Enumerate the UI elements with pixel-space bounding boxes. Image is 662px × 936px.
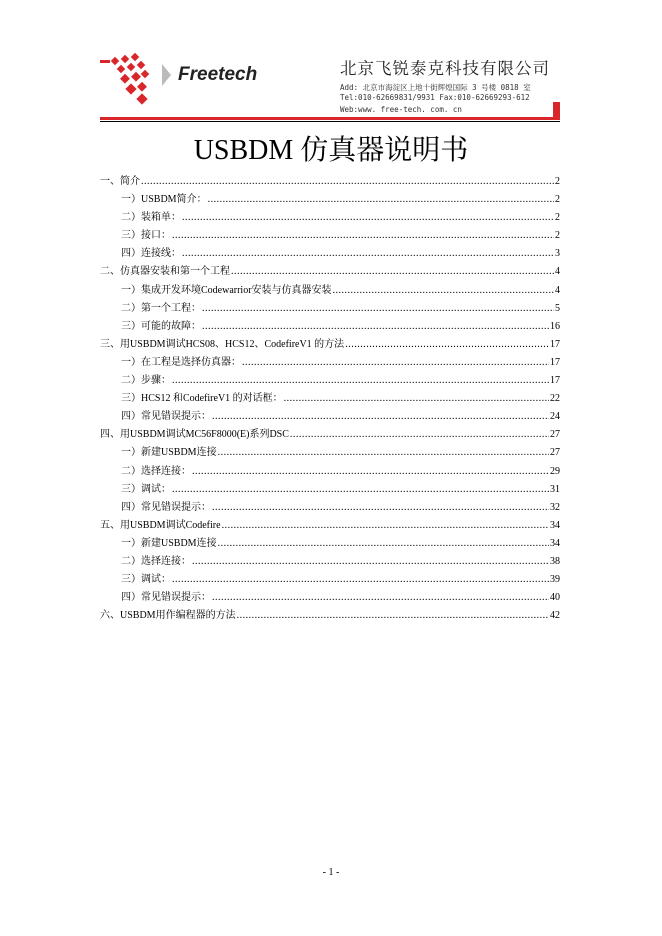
- toc-entry[interactable]: [100, 407, 560, 425]
- toc-entry-page: 2: [555, 230, 560, 242]
- toc-entry-text: 二）选择连接：: [121, 465, 191, 477]
- toc-entry[interactable]: [100, 208, 560, 226]
- toc-entry-text: 三）调试：: [121, 574, 171, 586]
- toc-entry[interactable]: [100, 262, 560, 280]
- toc-leader-dots: [202, 303, 554, 314]
- toc-entry[interactable]: [100, 570, 560, 588]
- toc-entry-page: 29: [550, 465, 560, 477]
- page-number: - 1 -: [322, 867, 340, 878]
- toc-leader-dots: [218, 447, 549, 458]
- toc-entry-page: 42: [550, 610, 560, 622]
- brand-name: Freetech: [178, 64, 258, 85]
- toc-entry-text: 二）装箱单：: [121, 212, 181, 224]
- toc-leader-dots: [192, 556, 549, 567]
- toc-entry-text: 三）可能的故障：: [121, 320, 201, 332]
- toc-entry-text: 二）步骤：: [121, 375, 171, 387]
- toc-leader-dots: [284, 393, 549, 404]
- toc-leader-dots: [212, 502, 549, 513]
- toc-entry[interactable]: [100, 534, 560, 552]
- toc-entry-text: 三）调试：: [121, 483, 171, 495]
- toc-entry[interactable]: [100, 588, 560, 606]
- table-of-contents: [100, 172, 560, 624]
- toc-entry-text: 四）常见错误提示：: [121, 592, 211, 604]
- toc-entry-page: 40: [550, 592, 560, 604]
- toc-entry-page: 22: [550, 393, 560, 405]
- document-title: USBDM 仿真器说明书: [193, 135, 469, 166]
- toc-entry[interactable]: [100, 552, 560, 570]
- toc-entry[interactable]: [100, 317, 560, 335]
- toc-entry[interactable]: [100, 443, 560, 461]
- toc-entry-page: 17: [550, 356, 560, 368]
- toc-entry[interactable]: [100, 244, 560, 262]
- toc-entry-text: 三）HCS12 和CodefireV1 的对话框：: [121, 393, 283, 405]
- toc-entry-text: 一）集成开发环境Codewarrior安装与仿真器安装: [121, 284, 332, 296]
- toc-entry-text: 二）第一个工程：: [121, 302, 201, 314]
- toc-leader-dots: [182, 212, 554, 223]
- toc-leader-dots: [333, 285, 554, 296]
- toc-entry-page: 27: [550, 447, 560, 459]
- toc-entry[interactable]: [100, 226, 560, 244]
- toc-entry-text: 四、用USBDM调试MC56F8000(E)系列DSC: [100, 429, 289, 441]
- toc-leader-dots: [345, 339, 549, 350]
- toc-leader-dots: [172, 484, 549, 495]
- toc-entry[interactable]: [100, 190, 560, 208]
- header-black-rule: [100, 121, 560, 122]
- header-accent-block: [553, 102, 560, 118]
- toc-entry-page: 4: [555, 266, 560, 278]
- toc-leader-dots: [237, 610, 549, 621]
- toc-entry-text: 四）常见错误提示：: [121, 501, 211, 513]
- toc-leader-dots: [182, 248, 554, 259]
- toc-entry[interactable]: [100, 353, 560, 371]
- toc-entry-page: 4: [555, 284, 560, 296]
- toc-entry-text: 二）选择连接：: [121, 555, 191, 567]
- toc-leader-dots: [192, 466, 549, 477]
- toc-entry[interactable]: [100, 371, 560, 389]
- toc-entry-page: 39: [550, 574, 560, 586]
- toc-entry-page: 34: [550, 519, 560, 531]
- toc-entry[interactable]: [100, 480, 560, 498]
- toc-entry-text: 一）新建USBDM连接: [121, 537, 217, 549]
- toc-leader-dots: [218, 538, 549, 549]
- toc-leader-dots: [212, 411, 549, 422]
- toc-leader-dots: [231, 266, 554, 277]
- toc-entry[interactable]: [100, 172, 560, 190]
- toc-entry[interactable]: [100, 335, 560, 353]
- toc-entry-text: 一、简介: [100, 176, 140, 187]
- toc-entry-page: 2: [555, 194, 560, 206]
- toc-entry-text: 一）在工程是选择仿真器：: [121, 356, 241, 368]
- toc-entry-page: 38: [550, 555, 560, 567]
- company-address: Add: 北京市海淀区上地十街辉煌国际 3 号楼 0818 室: [340, 83, 531, 92]
- toc-entry-page: 17: [550, 338, 560, 350]
- toc-entry-text: 三）接口：: [121, 230, 171, 242]
- toc-entry-text: 三、用USBDM调试HCS08、HCS12、CodefireV1 的方法: [100, 338, 345, 350]
- toc-entry[interactable]: [100, 462, 560, 480]
- toc-entry-page: 34: [550, 537, 560, 549]
- toc-leader-dots: [172, 375, 549, 386]
- toc-entry-page: 2: [555, 212, 560, 224]
- toc-entry[interactable]: [100, 281, 560, 299]
- company-name: 北京飞锐泰克科技有限公司: [340, 59, 550, 78]
- toc-entry[interactable]: [100, 299, 560, 317]
- toc-leader-dots: [290, 429, 549, 440]
- toc-entry-page: 32: [550, 501, 560, 513]
- toc-leader-dots: [172, 230, 554, 241]
- toc-leader-dots: [208, 194, 554, 205]
- toc-entry-page: 3: [555, 248, 560, 260]
- toc-entry[interactable]: [100, 389, 560, 407]
- toc-entry-page: 16: [550, 320, 560, 332]
- toc-leader-dots: [202, 321, 549, 332]
- toc-entry[interactable]: [100, 425, 560, 443]
- toc-entry-page: 5: [555, 302, 560, 314]
- toc-entry-page: 24: [550, 411, 560, 423]
- toc-leader-dots: [242, 357, 549, 368]
- toc-entry-text: 二、仿真器安装和第一个工程: [100, 266, 230, 278]
- toc-leader-dots: [141, 176, 554, 187]
- toc-entry-page: 2: [555, 176, 560, 187]
- toc-entry-text: 一）USBDM简介：: [121, 194, 207, 206]
- header-red-rule: [100, 117, 560, 120]
- toc-entry[interactable]: [100, 516, 560, 534]
- toc-entry-page: 17: [550, 375, 560, 387]
- toc-entry-text: 五、用USBDM调试Codefire: [100, 519, 221, 531]
- toc-entry-text: 四）连接线：: [121, 248, 181, 260]
- toc-leader-dots: [222, 520, 549, 531]
- company-web: Web:www. free-tech. com. cn: [340, 105, 462, 114]
- company-phone: Tel:010-62669831/9931 Fax:010-62669293-612: [340, 93, 530, 102]
- toc-entry-text: 六、USBDM用作编程器的方法: [100, 610, 236, 622]
- toc-entry-page: 27: [550, 429, 560, 441]
- toc-entry-text: 一）新建USBDM连接: [121, 447, 217, 459]
- freetech-logo-icon: [100, 52, 175, 107]
- toc-entry[interactable]: [100, 606, 560, 624]
- toc-leader-dots: [212, 592, 549, 603]
- toc-leader-dots: [172, 574, 549, 585]
- toc-entry-page: 31: [550, 483, 560, 495]
- toc-entry[interactable]: [100, 498, 560, 516]
- toc-entry-text: 四）常见错误提示：: [121, 411, 211, 423]
